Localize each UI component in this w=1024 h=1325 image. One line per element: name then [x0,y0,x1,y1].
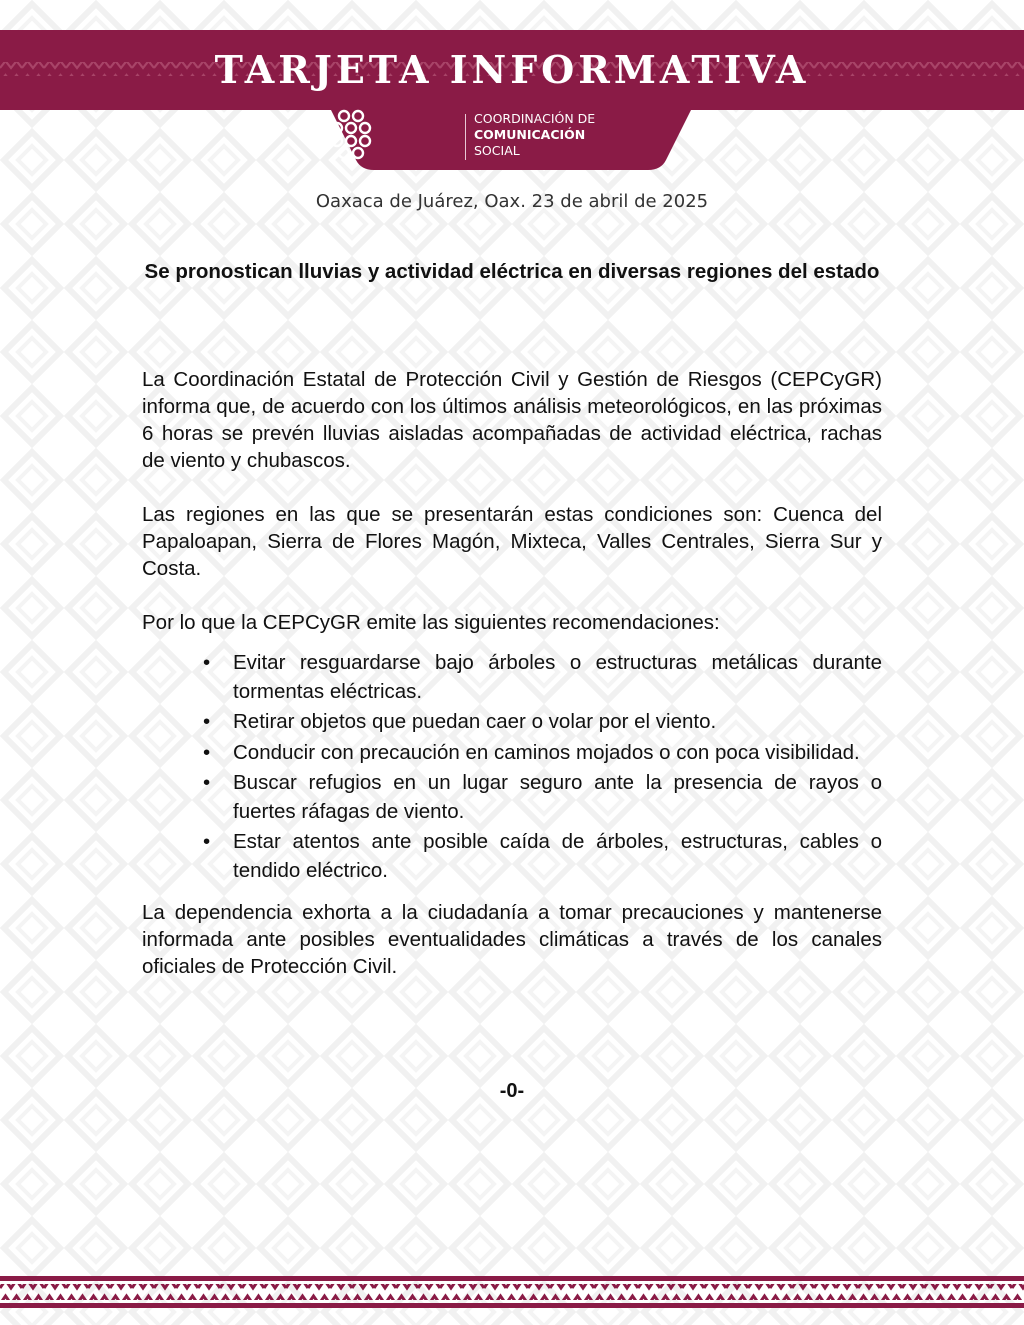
body-content [142,366,882,980]
list-item [203,769,882,826]
header-title: TARJETA INFORMATIVA [214,47,810,92]
list-item [203,708,882,737]
paragraph-intro: La Coordinación Estatal de Protección Civil y Gestión de Riesgos (CEPCyGR) informa que, de acuerdo con los últimos análisis meteorológicos, en las próximas 6 horas se prevén lluvias aisladas acompañadas de actividad eléctrica, rachas de viento y chubascos. [142,368,882,472]
logo-line-2: COMUNICACIÓN [474,127,586,142]
closing-mark: -0- [499,1080,525,1102]
bullet-icon: • [203,830,211,853]
paragraph-recommendations-intro: Por lo que la CEPCyGR emite las siguientes recomendaciones: [142,611,720,634]
list-item-text: Conducir con precaución en caminos mojados o con poca visibilidad. [233,740,860,764]
list-item [203,649,882,706]
paragraph-regions: Las regiones en las que se presentarán estas condiciones son: Cuenca del Papaloapan, Sierra de Flores Magón, Mixteca, Valles Centrales, Sierra Sur y Costa. [142,503,882,580]
logo-text [474,111,595,159]
list-item-text: Buscar refugios en un lugar seguro ante la presencia de rayos o fuertes ráfagas de viento. [233,771,882,823]
place-date: Oaxaca de Juárez, Oax. 23 de abril de 2025 [315,191,709,212]
list-item [203,828,882,885]
bullet-icon: • [203,710,211,733]
bullet-icon: • [203,771,211,794]
recommendations-list [142,649,882,885]
list-item-text: Estar atentos ante posible caída de árboles, estructuras, cables o tendido eléctrico. [233,830,882,882]
list-item [203,739,882,768]
paragraph-closing: La dependencia exhorta a la ciudadanía a tomar precauciones y mantenerse informada ante posibles eventualidades climáticas a través de los canales oficiales de Protección Civil. [142,901,882,978]
bullet-icon: • [203,651,211,674]
coordinacion-logo-icon [330,108,374,160]
headline: Se pronostican lluvias y actividad eléctrica en diversas regiones del estado [144,260,880,283]
footer-pattern-band [0,1276,1024,1310]
list-item-text: Retirar objetos que puedan caer o volar por el viento. [233,710,717,733]
logo-tab [330,108,692,170]
logo-line-3: SOCIAL [474,143,520,158]
bullet-icon: • [203,740,211,764]
logo-line-1: COORDINACIÓN DE [474,111,596,126]
list-item-text: Evitar resguardarse bajo árboles o estructuras metálicas durante tormentas eléctricas. [233,651,882,703]
logo-divider [465,114,466,160]
